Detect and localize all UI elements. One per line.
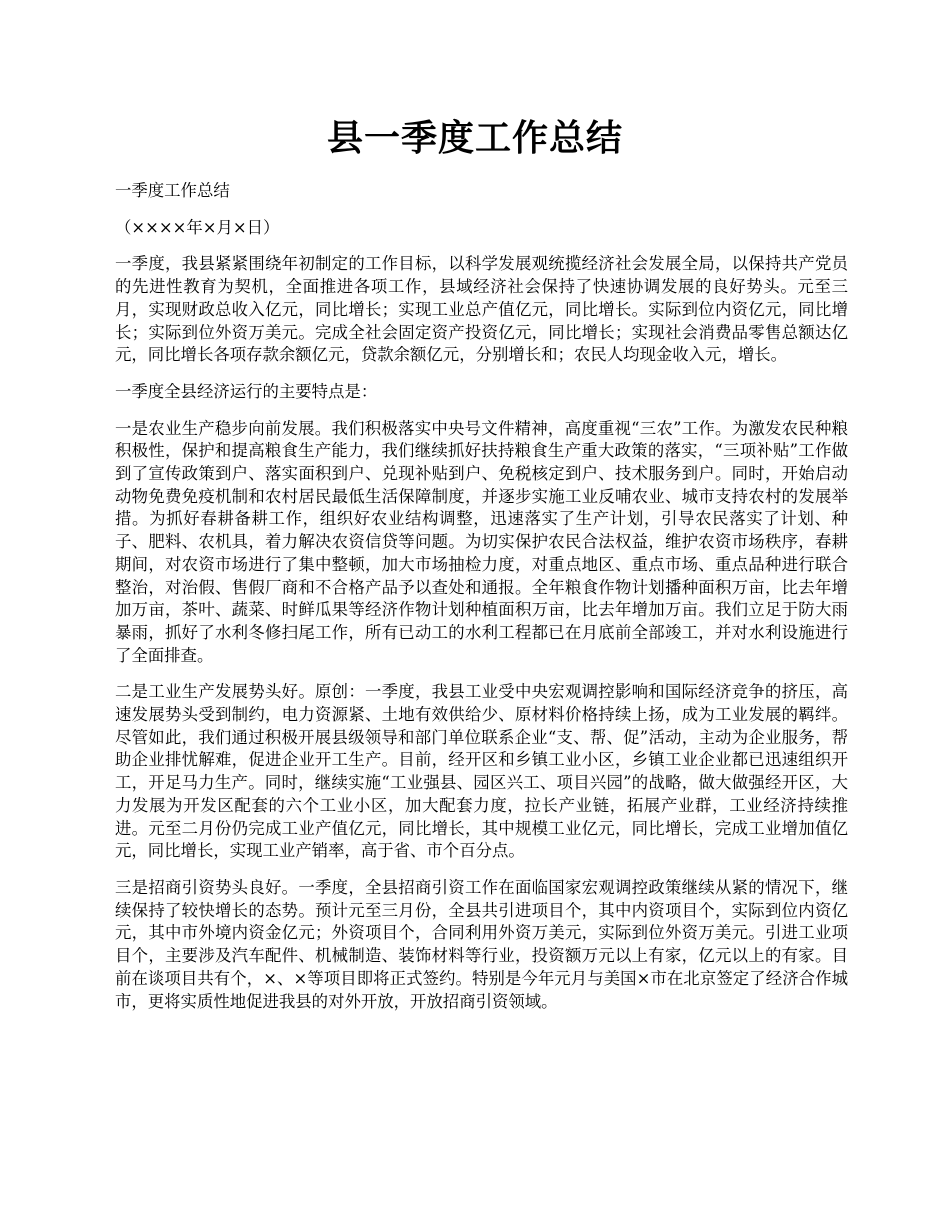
agriculture-paragraph: 一是农业生产稳步向前发展。我们积极落实中央号文件精神，高度重视“三农”工作。为激发农民种粮积极性，保护和提高粮食生产能力，我们继续抓好扶持粮食生产重大政策的落实，“三项补贴”工作做到了宣传政策到户、落实面积到户、兑现补贴到户、免税核定到户、技术服务到户。同时，开始启动动物免费免疫机制和农村居民最低生活保障制度，并逐步实施工业反哺农业、城市支持农村的发展举措。为抓好春耕备耕工作，组织好农业结构调整，迅速落实了生产计划，引导农民落实了计划、种子、肥料、农机具，着力解决农资信贷等问题。为切实保护农民合法权益，维护农资市场秩序，春耕期间，对农资市场进行了集中整顿，加大市场抽检力度，对重点地区、重点市场、重点品种进行联合整治，对治假、售假厂商和不合格产品予以查处和通报。全年粮食作物计划播种面积万亩，比去年增加万亩，茶叶、蔬菜、时鲜瓜果等经济作物计划种植面积万亩，比去年增加万亩。我们立足于防大雨暴雨，抓好了水利冬修扫尾工作，所有已动工的水利工程都已在月底前全部竣工，并对水利设施进行了全面排查。: [115, 418, 848, 665]
document-body: [115, 180, 848, 1027]
overview-paragraph: 一季度，我县紧紧围绕年初制定的工作目标，以科学发展观统揽经济社会发展全局，以保持共产党员的先进性教育为契机，全面推进各项工作，县域经济社会保持了快速协调发展的良好势头。元至三月，实现财政总收入亿元，同比增长；实现工业总产值亿元，同比增长。实际到位内资亿元，同比增长；实际到位外资万美元。完成全社会固定资产投资亿元，同比增长；实现社会消费品零售总额达亿元，同比增长各项存款余额亿元，贷款余额亿元，分别增长和；农民人均现金收入元，增长。: [115, 254, 848, 365]
date-paragraph: （××××年×月×日）: [115, 217, 280, 237]
subtitle-paragraph: 一季度工作总结: [115, 181, 230, 200]
features-heading-paragraph: 一季度全县经济运行的主要特点是：: [115, 381, 378, 401]
investment-paragraph: 三是招商引资势头良好。一季度，全县招商引资工作在面临国家宏观调控政策继续从紧的情况下，继续保持了较快增长的态势。预计元至三月份，全县共引进项目个，其中内资项目个，实际到位内资亿元，其中市外境内资金亿元；外资项目个，合同利用外资万美元，实际到位外资万美元。引进工业项目个，主要涉及汽车配件、机械制造、装饰材料等行业，投资额万元以上有家，亿元以上的有家。目前在谈项目共有个，×、×等项目即将正式签约。特别是今年元月与美国×市在北京签定了经济合作城市，更将实质性地促进我县的对外开放，开放招商引资领域。: [115, 877, 848, 1011]
document-title: 县一季度工作总结: [326, 117, 623, 159]
industry-paragraph: 二是工业生产发展势头好。原创：一季度，我县工业受中央宏观调控影响和国际经济竞争的挤压，高速发展势头受到制约，电力资源紧、土地有效供给少、原材料价格持续上扬，成为工业发展的羁绊。尽管如此，我们通过积极开展县级领导和部门单位联系企业“支、帮、促”活动，主动为企业服务，帮助企业排忧解难，促进企业开工生产。目前，经开区和乡镇工业小区，乡镇工业企业都已迅速组织开工，开足马力生产。同时，继续实施“工业强县、园区兴工、项目兴园”的战略，做大做强经开区，大力发展为开发区配套的六个工业小区，加大配套力度，拉长产业链，拓展产业群，工业经济持续推进。元至二月份仍完成工业产值亿元，同比增长，其中规模工业亿元，同比增长，完成工业增加值亿元，同比增长，实现工业产销率，高于省、市个百分点。: [115, 682, 848, 861]
